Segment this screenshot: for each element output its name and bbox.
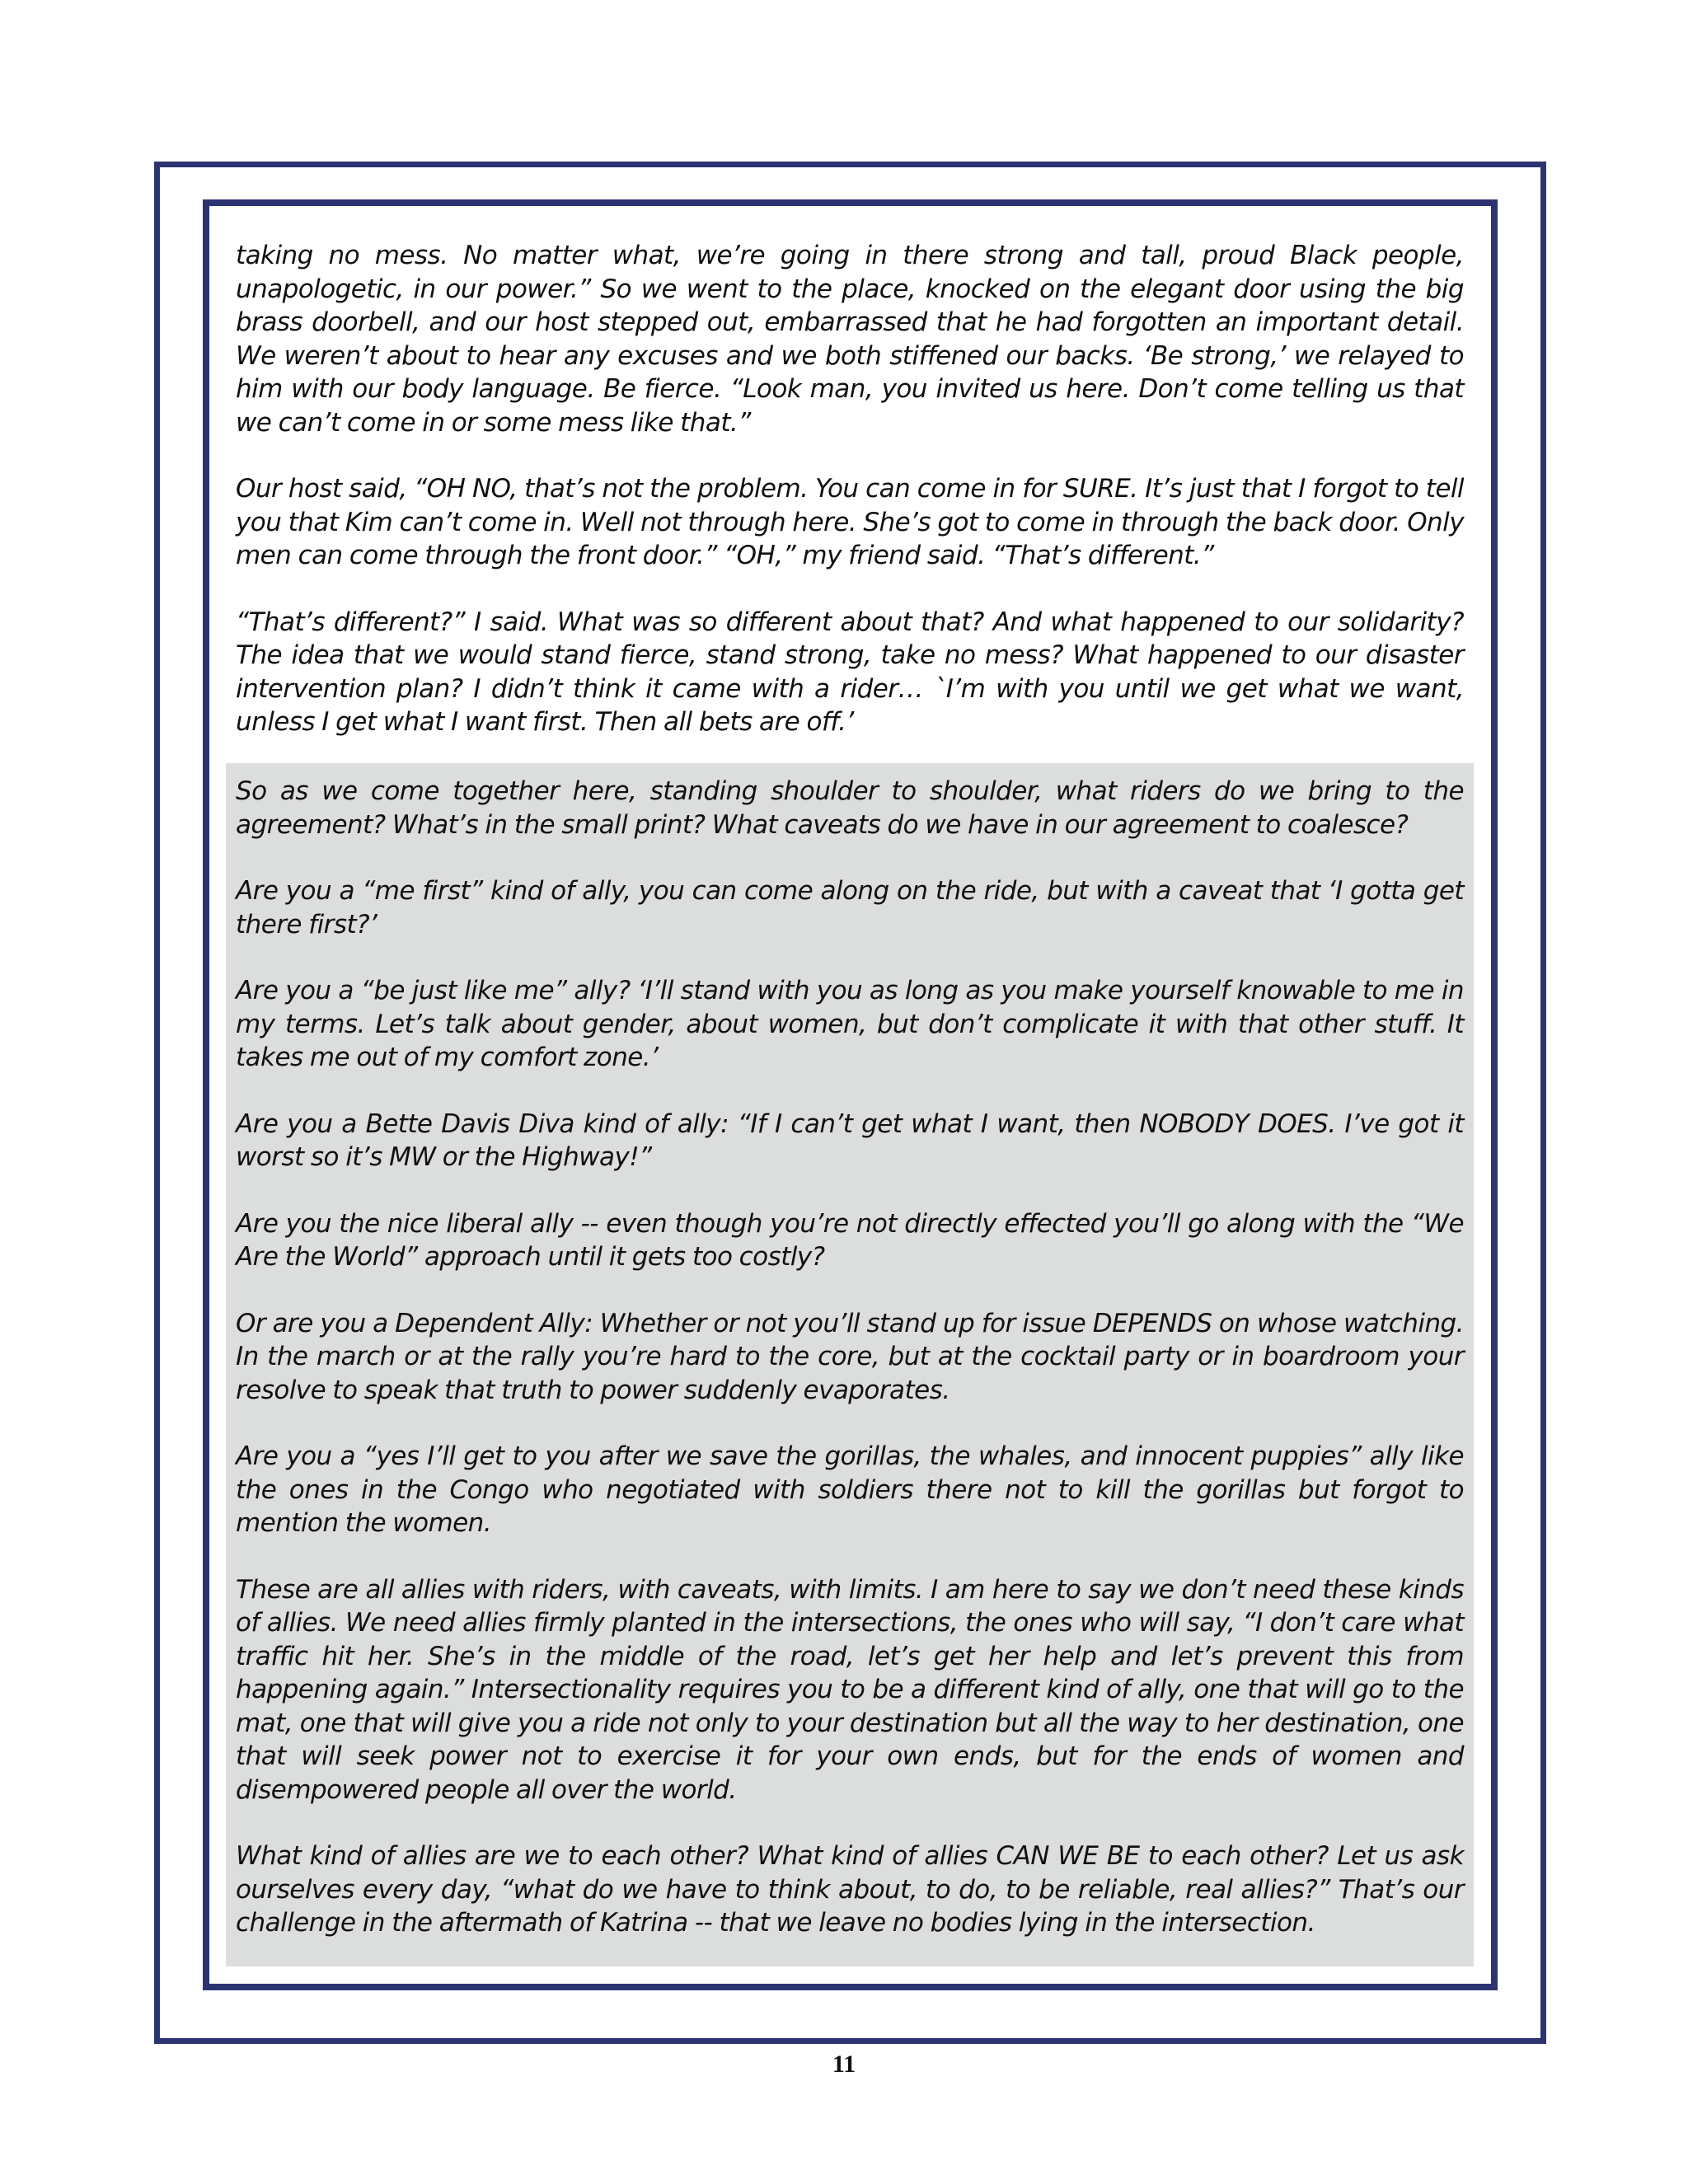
story-paragraph-1: taking no mess. No matter what, we’re going in there strong and tall, proud Black people, unapologetic, in our power.” So we went to the place, knocked on the elegant door using the big brass doorbell, and our host stepped out, embarrassed that he had forgotten an important detail. We weren’t about to hear any excuses and we both stiffened our backs. ‘Be strong,’ we relayed to him with our body language. Be fierce. “Look man, you invited us here. Don’t come telling us that we can’t come in or some mess like that.”: [236, 241, 1464, 438]
callout-paragraph-1: So as we come together here, standing shoulder to shoulder, what riders do we bring to the agreement? What’s in the small print? What caveats do we have in our agreement to coalesce?: [236, 776, 1464, 840]
inner-page-border: [203, 199, 1498, 1990]
callout-paragraph-8: These are all allies with riders, with caveats, with limits. I am here to say we don’t need these kinds of allies. We need allies firmly planted in the intersections, the ones who will say, “I don’t care what traffic hit her. She’s in the middle of the road, let’s get her help and let’s prevent this from happening again.” Intersectionality requires you to be a different kind of ally, one that will go to the mat, one that will give you a ride not only to your destination but all the way to her destination, one that will seek power not to exercise it for your own ends, but for the ends of women and disempowered people all over the world.: [236, 1574, 1464, 1805]
callout-paragraph-2: Are you a “me first” kind of ally, you can come along on the ride, but with a caveat that ‘I gotta get there first?’: [236, 876, 1464, 940]
callout-paragraph-4: Are you a Bette Davis Diva kind of ally: “If I can’t get what I want, then NOBODY DOES. I’ve got it worst so it’s MW or the Highway!”: [236, 1108, 1464, 1172]
shaded-callout-box: [226, 763, 1474, 1966]
callout-paragraph-6: Or are you a Dependent Ally: Whether or not you’ll stand up for issue DEPENDS on whose watching. In the march or at the rally you’re hard to the core, but at the cocktail party or in boardroom your resolve to speak that truth to power suddenly evaporates.: [236, 1308, 1464, 1405]
callout-text-block: [236, 775, 1464, 1940]
callout-paragraph-5: Are you the nice liberal ally -- even though you’re not directly effected you’ll go along with the “We Are the World” approach until it gets too costly?: [236, 1208, 1464, 1272]
callout-paragraph-3: Are you a “be just like me” ally? ‘I’ll stand with you as long as you make yourself knowable to me in my terms. Let’s talk about gender, about women, but don’t complicate it with that other stuff. It takes me out of my comfort zone.’: [236, 976, 1464, 1072]
story-text-block: [236, 239, 1464, 739]
story-paragraph-3: “That’s different?” I said. What was so different about that? And what happened to our solidarity? The idea that we would stand fierce, stand strong, take no mess? What happened to our disaster intervention plan? I didn’t think it came with a rider… `I’m with you until we get what we want, unless I get what I want first. Then all bets are off.’: [236, 607, 1464, 737]
callout-paragraph-9: What kind of allies are we to each other? What kind of allies CAN WE BE to each other? Let us ask ourselves every day, “what do we have to think about, to do, to be reliable, real allies?” That’s our challenge in the aftermath of Katrina -- that we leave no bodies lying in the intersection.: [236, 1841, 1464, 1938]
story-paragraph-2: Our host said, “OH NO, that’s not the problem. You can come in for SURE. It’s just that I forgot to tell you that Kim can’t come in. Well not through here. She’s got to come in through the back door. Only men can come through the front door.” “OH,” my friend said. “That’s different.”: [236, 474, 1464, 570]
callout-paragraph-7: Are you a “yes I’ll get to you after we save the gorillas, the whales, and innocent puppies” ally like the ones in the Congo who negotiated with soldiers there not to kill the gorillas but forgot to mention the women.: [236, 1441, 1464, 1538]
page-number: 11: [832, 2050, 856, 2078]
